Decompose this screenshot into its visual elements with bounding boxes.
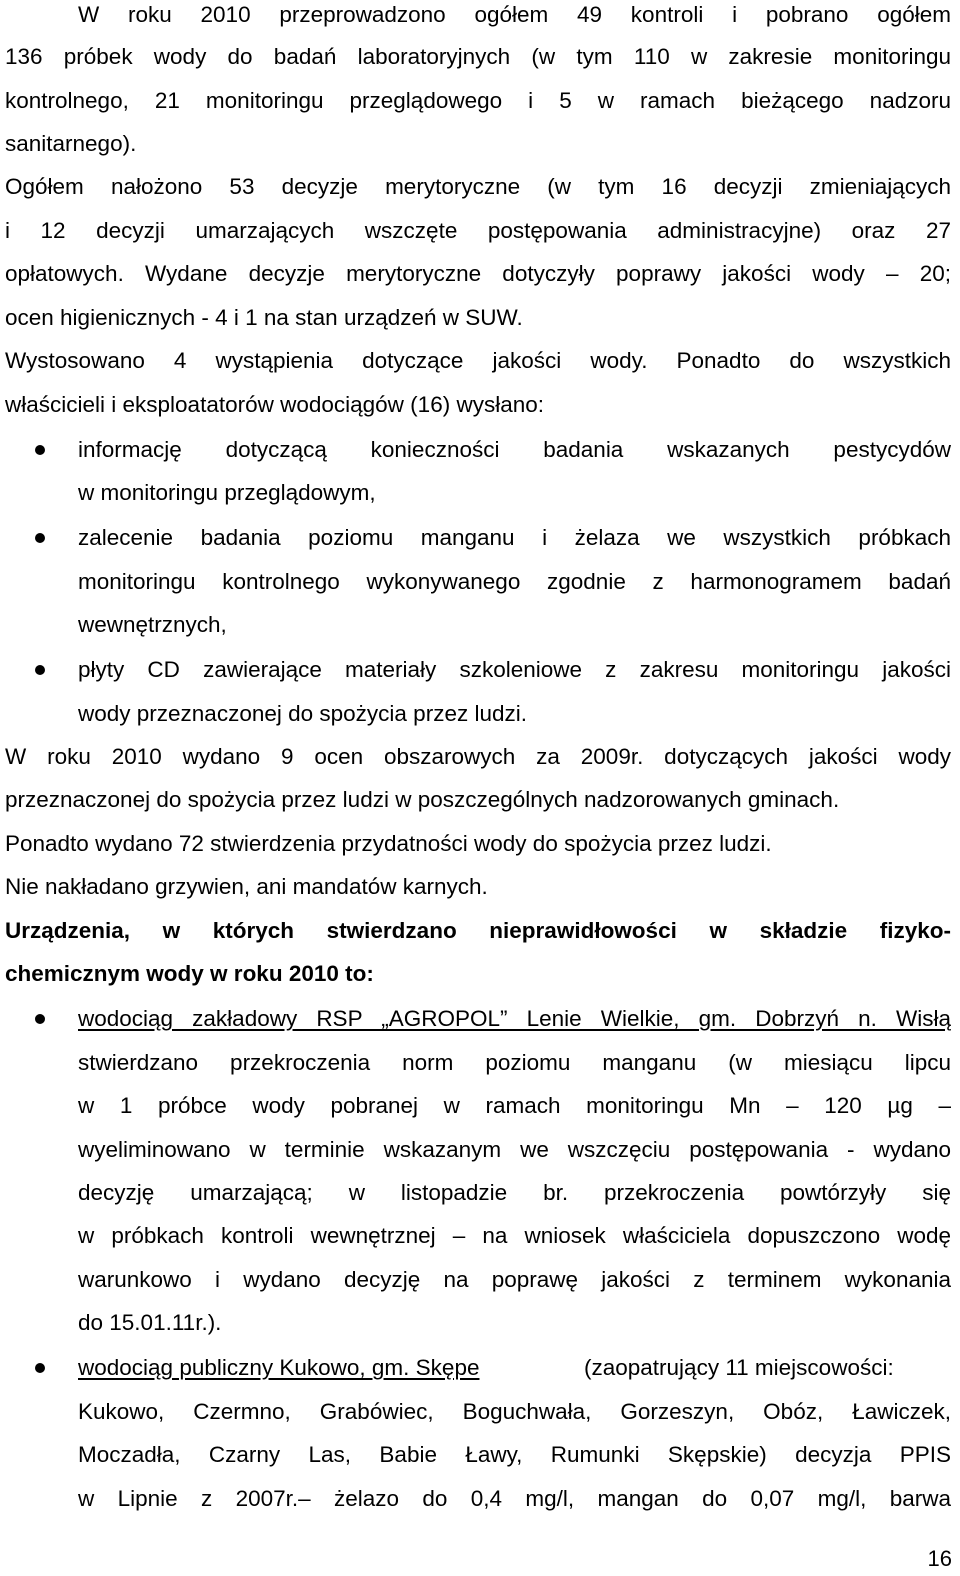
list-item-line: w monitoringu przeglądowym,	[78, 480, 376, 505]
page-number: 16	[927, 1546, 952, 1571]
bullet-icon	[35, 445, 45, 455]
list-item-line: w Lipnie z 2007r.– żelazo do 0,4 mg/l, mangan do 0,07 mg/l, barwa	[78, 1486, 951, 1511]
list-item-line: w 1 próbce wody pobranej w ramach monitoringu Mn – 120 µg –	[78, 1093, 951, 1118]
list-item-line: wodociąg publiczny Kukowo, gm. Skępe	[78, 1355, 480, 1380]
text-line: Ponadto wydano 72 stwierdzenia przydatności wody do spożycia przez ludzi.	[5, 831, 772, 856]
bullet-icon	[35, 1363, 45, 1373]
list-item-line: stwierdzano przekroczenia norm poziomu manganu (w miesiącu lipcu	[78, 1050, 951, 1075]
bullet-icon	[35, 1014, 45, 1024]
list-item-line: wodociąg zakładowy RSP „AGROPOL” Lenie Wielkie, gm. Dobrzyń n. Wisłą	[78, 1006, 951, 1031]
list-item-line: wyeliminowano w terminie wskazanym we wszczęciu postępowania - wydano	[78, 1137, 951, 1162]
list-item-line: (zaopatrujący 11 miejscowości:	[584, 1355, 894, 1380]
text-line: ocen higienicznych - 4 i 1 na stan urządzeń w SUW.	[5, 305, 523, 330]
list-item-line: Moczadła, Czarny Las, Babie Ławy, Rumunki Skępskie) decyzja PPIS	[78, 1442, 951, 1467]
list-item-line: płyty CD zawierające materiały szkoleniowe z zakresu monitoringu jakości	[78, 657, 951, 682]
text-line: sanitarnego).	[5, 131, 137, 156]
text-line: W roku 2010 przeprowadzono ogółem 49 kontroli i pobrano ogółem	[78, 2, 951, 27]
section-heading: Urządzenia, w których stwierdzano nieprawidłowości w składzie fizyko-	[5, 918, 951, 943]
list-item-line: monitoringu kontrolnego wykonywanego zgodnie z harmonogramem badań	[78, 569, 951, 594]
text-line: kontrolnego, 21 monitoringu przeglądowego i 5 w ramach bieżącego nadzoru	[5, 88, 951, 113]
section-heading: chemicznym wody w roku 2010 to:	[5, 961, 374, 986]
list-item-line: zalecenie badania poziomu manganu i żelaza we wszystkich próbkach	[78, 525, 951, 550]
list-item-line: Kukowo, Czermno, Grabówiec, Boguchwała, Gorzeszyn, Obóz, Ławiczek,	[78, 1399, 951, 1424]
text-line: właścicieli i eksploatatorów wodociągów (16) wysłano:	[5, 392, 544, 417]
bullet-icon	[35, 665, 45, 675]
text-line: 136 próbek wody do badań laboratoryjnych (w tym 110 w zakresie monitoringu	[5, 44, 951, 69]
text-line: i 12 decyzji umarzających wszczęte postępowania administracyjne) oraz 27	[5, 218, 951, 243]
text-line: opłatowych. Wydane decyzje merytoryczne dotyczyły poprawy jakości wody – 20;	[5, 261, 951, 286]
list-item-line: decyzję umarzającą; w listopadzie br. przekroczenia powtórzyły się	[78, 1180, 951, 1205]
list-item-line: informację dotyczącą konieczności badania wskazanych pestycydów	[78, 437, 951, 462]
text-line: Wystosowano 4 wystąpienia dotyczące jakości wody. Ponadto do wszystkich	[5, 348, 951, 373]
bullet-icon	[35, 533, 45, 543]
list-item-line: wewnętrznych,	[78, 612, 227, 637]
text-line: Ogółem nałożono 53 decyzje merytoryczne (w tym 16 decyzji zmieniających	[5, 174, 951, 199]
text-line: przeznaczonej do spożycia przez ludzi w poszczególnych nadzorowanych gminach.	[5, 787, 840, 812]
text-line: Nie nakładano grzywien, ani mandatów karnych.	[5, 874, 488, 899]
list-item-line: do 15.01.11r.).	[78, 1310, 222, 1335]
list-item-line: wody przeznaczonej do spożycia przez ludzi.	[78, 701, 527, 726]
list-item-line: warunkowo i wydano decyzję na poprawę jakości z terminem wykonania	[78, 1267, 951, 1292]
list-item-line: w próbkach kontroli wewnętrznej – na wniosek właściciela dopuszczono wodę	[78, 1223, 951, 1248]
text-line: W roku 2010 wydano 9 ocen obszarowych za 2009r. dotyczących jakości wody	[5, 744, 951, 769]
